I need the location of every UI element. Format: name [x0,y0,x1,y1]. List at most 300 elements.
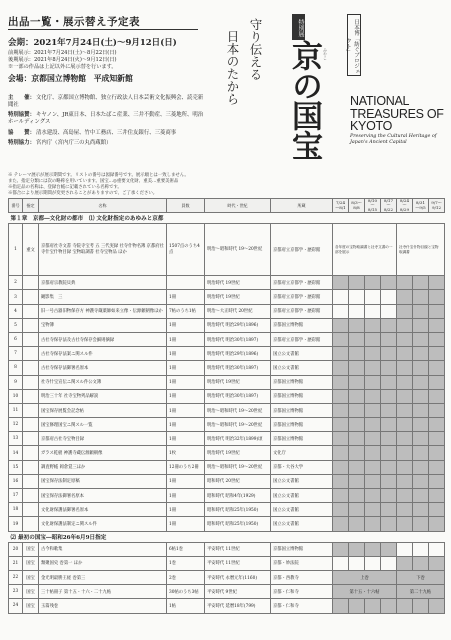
item-number: 5 [9,318,23,332]
display-period-cell [349,446,365,460]
item-quantity: 1冊 [167,503,205,517]
display-period-cell [333,556,349,570]
item-number: 14 [9,446,23,460]
display-period-cell [365,503,381,517]
item-quantity: 1冊 [167,318,205,332]
display-period-cell [429,290,445,304]
display-period-cell [413,389,429,403]
display-period-cell [397,474,413,488]
display-period-cell [349,304,365,318]
display-period-cell [333,503,349,517]
item-name: 古社寺保存法案ニ関スル件 [39,347,167,361]
table-row [9,332,445,346]
display-period-cell [381,517,397,531]
display-period-cell [381,403,397,417]
display-period-cell [349,347,365,361]
item-owner: 文化庁 [271,446,333,460]
display-period-cell [365,460,381,474]
display-period-cell [429,347,445,361]
display-period-cell: 下巻 [397,570,445,584]
item-name: 文化財保護法制定ニ関スル件 [39,517,167,531]
item-owner: 京都国立博物館 [271,375,333,389]
item-number: 8 [9,361,23,375]
display-period-cell [397,290,413,304]
display-period-cell [397,332,413,346]
column-header: 所蔵 [271,199,333,213]
item-quantity: 6帖1巻 [167,542,205,556]
display-period-cell [429,432,445,446]
display-period-cell [429,318,445,332]
display-period-cell: 上巻 [333,570,397,584]
item-number: 13 [9,432,23,446]
organizer-value: 文化庁、京都国立博物館、独立行政法人日本芸術文化振興会、読売新聞社 [8,95,204,108]
display-period-cell [381,389,397,403]
display-period-cell [365,474,381,488]
item-number: 6 [9,332,23,346]
item-number: 3 [9,290,23,304]
item-owner: 京都国立博物館 [271,418,333,432]
table-header-row [9,199,445,213]
item-quantity: 1冊 [167,489,205,503]
item-quantity: 1枚 [167,446,205,460]
display-period-cell [349,599,365,613]
display-period-cell [397,418,413,432]
item-number: 12 [9,418,23,432]
table-row [9,542,445,556]
item-number: 20 [9,542,23,556]
display-period-cell [333,318,349,332]
display-period-cell [349,290,365,304]
item-quantity: 1冊 [167,375,205,389]
item-number: 19 [9,517,23,531]
item-quantity: 1冊 [167,332,205,346]
sponsor-value: キヤノン、JR東日本、日本たばこ産業、三井不動産、三菱地所、明治ホールディングス [8,112,204,125]
display-period-cell [381,556,397,570]
display-period-cell [413,332,429,346]
period-note: ※一部の作品は上記以外に展示替を行います。 [8,64,117,70]
exhibit-list-table [8,198,445,614]
item-owner: 京都・仁和寺 [271,585,333,599]
display-period-cell [413,489,429,503]
display-period-cell [333,375,349,389]
display-period-cell [413,446,429,460]
display-period-cell [413,347,429,361]
table-row [9,446,445,460]
designation [23,503,39,517]
display-period-cell [349,418,365,432]
display-period-cell [397,517,413,531]
chapter-row [9,531,445,542]
item-quantity: 1冊 [167,290,205,304]
item-number: 2 [9,276,23,290]
display-period-cell [349,318,365,332]
display-period-cell [333,361,349,375]
display-period-cell [333,332,349,346]
table-row [9,418,445,432]
display-period-cell [381,474,397,488]
display-period-cell [381,276,397,290]
display-period-cell [349,542,365,556]
item-owner: 国立公文書館 [271,347,333,361]
item-era: 平安時代 11世紀 [205,556,271,570]
main-title: 京の国宝 [286,40,322,160]
display-period-cell [333,599,349,613]
display-period-cell [397,503,413,517]
display-period-cell [397,389,413,403]
item-owner: 京都・妙法院 [271,556,333,570]
designation [23,460,39,474]
item-owner: 京都国立博物館 [271,318,333,332]
display-period-cell [333,446,349,460]
display-period-cell [349,332,365,346]
table-row [9,556,445,570]
item-name: 国宝修理国宝ニ関スル一覧 [39,418,167,432]
display-period-cell [333,489,349,503]
item-era: 明治～昭和時代 19～20世紀 [205,403,271,417]
display-period-cell [413,599,429,613]
item-era: 昭和時代 昭和4年(1929) [205,489,271,503]
table-row [9,570,445,584]
display-period-cell [333,432,349,446]
display-period-cell [381,418,397,432]
designation: 国宝 [23,556,39,570]
item-owner: 京都国立博物館 [271,432,333,446]
display-period-cell [365,276,381,290]
display-period-cell [381,318,397,332]
display-period-cell [413,304,429,318]
item-owner: 京都・大谷大学 [271,460,333,474]
display-period-cell [333,403,349,417]
display-period-cell [365,375,381,389]
display-period-cell [429,304,445,318]
designation: 国宝 [23,542,39,556]
first-period: 前期展示：2021年7月24日(土)～8月22日(日) [8,50,117,56]
display-period-cell: 第十五・十六帖 [333,585,397,599]
display-period-cell [413,517,429,531]
display-period-cell [349,474,365,488]
designation [23,432,39,446]
display-period-cell [413,503,429,517]
item-name: 国宝保存展覧会記念帖 [39,403,167,417]
designation [23,389,39,403]
designation [23,517,39,531]
display-period-cell [381,432,397,446]
display-period-cell [365,542,381,556]
item-name: 古社寺保存法及古社寺保存会細則摘録 [39,332,167,346]
display-period-cell [413,290,429,304]
item-owner: 京都・仁和寺 [271,599,333,613]
display-period-cell [381,460,397,474]
item-era: 平安時代 永暦元年(1160) [205,570,271,584]
designation [23,304,39,318]
item-quantity: 1冊 [167,474,205,488]
item-name: 京都府社寺文書 寺院寺宝考 五 三代実録 社寺什物名簿 京都府社寺什宝什物目録 宝物取調書 社寺宝物品 ほか [39,224,167,276]
display-period-cell [381,375,397,389]
display-period-cell [397,460,413,474]
item-number: 16 [9,474,23,488]
chapter-row [9,213,445,224]
item-name: 社寺什宝宣伝ニ関スル件公文簿 [39,375,167,389]
item-number: 9 [9,375,23,389]
display-period-cell [429,599,445,613]
item-owner: 国立公文書館 [271,361,333,375]
display-period-cell [349,503,365,517]
display-period-cell [365,489,381,503]
period-column-header: 9/7～9/12 [429,199,445,213]
item-era: 明治～昭和時代 19～20世紀 [205,418,271,432]
display-period-cell [349,375,365,389]
item-name: 京都府宗教院貝典 [39,276,167,290]
item-era: 昭和時代 昭和25年(1950) [205,517,271,531]
display-period-cell [333,304,349,318]
table-row [9,503,445,517]
display-period-cell [365,347,381,361]
support-value: 清水建設、高島屋、竹中工務店、三井住友銀行、三菱商事 [36,130,177,136]
item-era: 明治時代 明治29年(1896) [205,347,271,361]
display-period-cell [429,418,445,432]
item-owner: 国立公文書館 [271,503,333,517]
period-column-header: 8/24～8/29 [397,199,413,213]
item-quantity [167,276,205,290]
period-column-header: 8/10～8/15 [365,199,381,213]
display-period-cell [365,517,381,531]
designation: 国宝 [23,585,39,599]
item-quantity: 1冊 [167,361,205,375]
display-period-cell [333,276,349,290]
display-period-cell [429,517,445,531]
item-name: 文化財保護法御署名原本 [39,503,167,517]
display-note: 社寺什宝什物目録と宝物取調書 [397,224,445,276]
chapter-heading: 第１章 京都―文化財の都市 ⑴ 文化財指定のあゆみと京都 [9,213,445,224]
item-name: 観影集 三 [39,290,167,304]
item-number: 17 [9,489,23,503]
column-header: 時代・世紀 [205,199,271,213]
display-period-cell [381,304,397,318]
display-period-cell [397,542,413,556]
display-period-cell [429,460,445,474]
special-value: 宮内庁（宮内庁三の丸尚蔵館） [36,140,112,146]
designation [23,418,39,432]
item-owner: 国立公文書館 [271,517,333,531]
item-number: 1 [9,224,23,276]
display-period-cell [381,347,397,361]
display-period-cell: 第二十九帖 [397,585,445,599]
item-name: 類聚国史 巻第一 ほか [39,556,167,570]
designation: 国宝 [23,599,39,613]
display-period-cell [429,542,445,556]
designation: 国宝 [23,570,39,584]
item-owner: 京都府立京都学・歴彩館 [271,276,333,290]
venue: 会場：京都国立博物館 平成知新館 [8,74,133,83]
item-name: 古今和歌集 [39,542,167,556]
item-era: 平安時代 延暦18年(799) [205,599,271,613]
item-number: 15 [9,460,23,474]
display-period-cell [365,418,381,432]
period-column-header: 7/24～8/1 [333,199,349,213]
display-period-cell [429,276,445,290]
display-period-cell [429,489,445,503]
english-title: NATIONAL TREASURES OF KYOTO [350,94,444,133]
display-period-cell [333,389,349,403]
display-period-cell [381,599,397,613]
item-name: 調査野帳 岡倉覚三ほか [39,460,167,474]
designation [23,489,39,503]
display-period-cell [381,361,397,375]
english-subtitle: Preserving the Cultural Heritage of Japan's Ancient Capital [350,134,437,145]
display-period-cell [397,489,413,503]
table-row [9,585,445,599]
sponsor-label: 特別協賛： [8,112,35,118]
designation [23,474,39,488]
table-row [9,290,445,304]
display-period-cell [349,361,365,375]
item-quantity: 30帖のうち3帖 [167,585,205,599]
item-owner: 国立公文書館 [271,474,333,488]
table-row [9,599,445,613]
display-period-cell [381,489,397,503]
display-period-cell [365,556,381,570]
table-row [9,389,445,403]
item-quantity: 1巻 [167,556,205,570]
table-row [9,318,445,332]
table-row [9,304,445,318]
note-line: ※都合により展示期間が変更されることがありますので、ご了承ください。 [8,191,158,196]
item-quantity: 1冊 [167,517,205,531]
table-row [9,432,445,446]
period-column-header: 8/17～8/22 [381,199,397,213]
period-column-header: 8/3～8/8 [349,199,365,213]
display-period-cell [349,517,365,531]
display-period-cell [333,542,349,556]
item-quantity: 12冊のうち2冊 [167,460,205,474]
note-line: ※指定品の名称は、登録台帳に記載されている名称です。 [8,185,122,190]
table-row [9,276,445,290]
designation [23,290,39,304]
table-row [9,224,445,276]
display-period-cell [381,332,397,346]
column-header: 名称 [39,199,167,213]
item-owner: 京都国立博物館 [271,389,333,403]
special-line [8,140,208,147]
item-era: 平安時代 11世紀 [205,542,271,556]
sponsor-line [8,112,208,126]
display-period-cell [397,361,413,375]
display-period-cell [429,503,445,517]
item-quantity: 1冊 [167,403,205,417]
item-owner: 京都・西教寺 [271,570,333,584]
display-period-cell [397,347,413,361]
designation [23,332,39,346]
display-period-cell [365,361,381,375]
table-row [9,474,445,488]
display-period-cell [349,276,365,290]
display-period-cell [429,332,445,346]
table-row [9,375,445,389]
display-period-cell [429,446,445,460]
support-label: 協 賛： [8,130,35,136]
display-period-cell [397,599,413,613]
item-quantity: 1507点のうち4点 [167,224,205,276]
item-name: ガラス乾板 神護寺蔵伝源頼朝像 [39,446,167,460]
title-ruby: みやこ [323,48,328,60]
display-period-cell [413,556,429,570]
display-period-cell [381,503,397,517]
item-name: 国宝保存法御署名原本 [39,489,167,503]
display-period-cell [381,446,397,460]
item-number: 18 [9,503,23,517]
display-period-cell [413,276,429,290]
display-period-cell [365,318,381,332]
second-period: 後期展示：2021年8月24日(火)～9月12日(日) [8,57,117,63]
item-owner: 京都府立京都学・歴彩館 [271,304,333,318]
designation [23,318,39,332]
display-period-cell [397,432,413,446]
display-period-cell [397,446,413,460]
note-line: また、指定分類には次の略称を用いています。国宝…◎重要文化財、重美…重要美術品 [8,179,179,184]
display-period-cell [365,290,381,304]
item-quantity: 1冊 [167,347,205,361]
display-period-cell [413,375,429,389]
item-name: 三十帖冊子 第十五・十六・二十九帖 [39,585,167,599]
display-period-cell [397,304,413,318]
item-name: 宝物簿 [39,318,167,332]
special-label: 特別協力： [8,140,35,146]
display-period-cell [397,556,413,570]
display-period-cell [429,389,445,403]
display-period-cell [333,460,349,474]
title-divider [8,29,198,30]
display-period-cell [413,361,429,375]
item-quantity: 2巻 [167,570,205,584]
organizer-line [8,95,208,109]
item-era: 明治時代 19世紀 [205,375,271,389]
designation [23,375,39,389]
item-era: 明治時代 明治29年(1896) [205,318,271,332]
table-row [9,347,445,361]
subtitle-line-1: 守り伝える [248,18,263,81]
display-period-cell [333,347,349,361]
display-period-cell [333,474,349,488]
display-period-cell [429,403,445,417]
item-number: 4 [9,304,23,318]
item-number: 21 [9,556,23,570]
table-body [9,213,445,613]
display-period-cell [413,418,429,432]
table-row [9,403,445,417]
display-period-cell [397,375,413,389]
display-period-cell [413,403,429,417]
display-note: 各年度の宝物取調書と社寺文書の一部を展示 [333,224,397,276]
table-row [9,361,445,375]
display-period-cell [413,432,429,446]
designation [23,276,39,290]
item-name: 京都府古社寺宝物目録 [39,432,167,446]
item-era: 明治時代 19世紀 [205,446,271,460]
item-owner: 京都府立京都学・歴彩館 [271,224,333,276]
display-period-cell [429,556,445,570]
item-quantity: 1冊 [167,432,205,446]
display-period-cell [413,318,429,332]
display-period-cell [365,389,381,403]
item-era: 明治時代 明治30年(1897) [205,389,271,403]
display-period-cell [333,517,349,531]
support-line [8,130,208,137]
item-era: 明治～昭和時代 19～20世紀 [205,460,271,474]
doc-title: 出品一覧・展示替え予定表 [8,16,140,28]
designation: 重文 [23,224,39,276]
display-period-cell [333,290,349,304]
item-name: 明治三十年 社寺宝物列品解説 [39,389,167,403]
